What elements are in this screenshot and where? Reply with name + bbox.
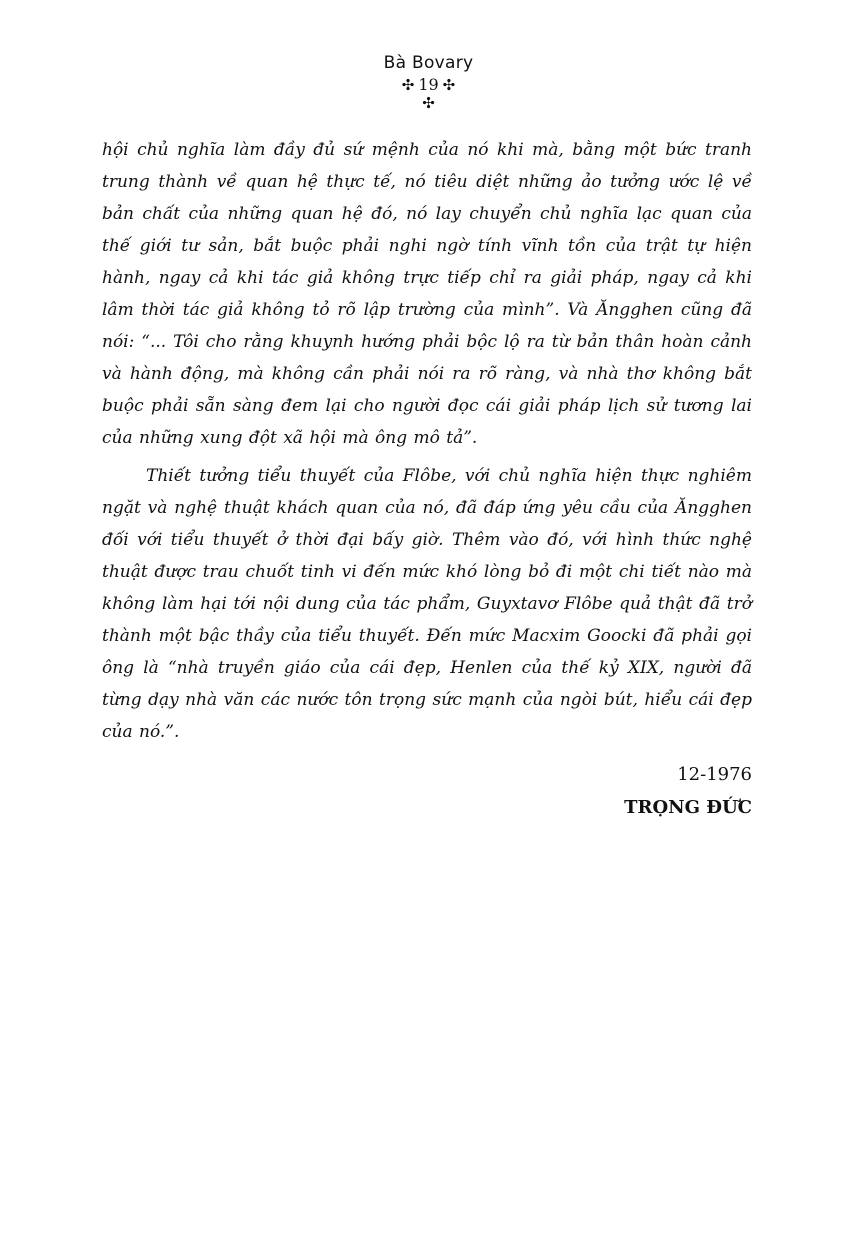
paragraph-2: Thiết tưởng tiểu thuyết của Flôbe, với chủ nghĩa hiện thực nghiêm ngặt và nghệ thuật khách quan của nó, đã đáp ứng yêu cầu của Ăngghen đối với tiểu thuyết ở thời đại bấy giờ. Thêm vào đó, với hình thức nghệ thuật được trau chuốt tinh vi đến mức khó lòng bỏ đi một chi tiết nào mà không làm hại tới nội dung của tác phẩm, Guyxtavơ Flôbe quả thật đã trở thành một bậc thầy của tiểu thuyết. Đến mức Macxim Goocki đã phải gọi ông là “nhà truyền giáo của cái đẹp, Henlen của thế kỷ XIX, người đã từng dạy nhà văn các nước tôn trọng sức mạnh của ngòi bút, hiểu cái đẹp của nó.”. [102, 466, 752, 742]
ornament-left-icon: ✣ [401, 76, 415, 94]
ornament-below-icon: ✣ [422, 94, 435, 112]
page-header [0, 52, 857, 111]
paragraph-1: hội chủ nghĩa làm đầy đủ sứ mệnh của nó khi mà, bằng một bức tranh trung thành về quan hệ thực tế, nó tiêu diệt những ảo tưởng ước lệ về bản chất của những quan hệ đó, nó lay chuyển chủ nghĩa lạc quan của thế giới tư sản, bắt buộc phải nghi ngờ tính vĩnh tồn của trật tự hiện hành, ngay cả khi tác giả không trực tiếp chỉ ra giải pháp, ngay cả khi lâm thời tác giả không tỏ rõ lập trường của mình”. Và Ăngghen cũng đã nói: “... Tôi cho rằng khuynh hướng phải bộc lộ ra từ bản thân hoàn cảnh và hành động, mà không cần phải nói ra rõ ràng, và nhà thơ không bắt buộc phải sẵn sàng đem lại cho người đọc cái giải pháp lịch sử tương lai của những xung đột xã hội mà ông mô tả”. [102, 140, 752, 448]
book-title: Bà Bovary [383, 53, 474, 73]
ornament-right-icon: ✣ [442, 76, 456, 94]
signoff [102, 760, 752, 823]
body-text [102, 134, 752, 748]
page-number: 19 [418, 75, 439, 94]
signoff-author: TRỌNG ĐỨC [624, 797, 752, 818]
signoff-date: 12-1976 [677, 764, 752, 785]
page-number-row [0, 75, 857, 95]
